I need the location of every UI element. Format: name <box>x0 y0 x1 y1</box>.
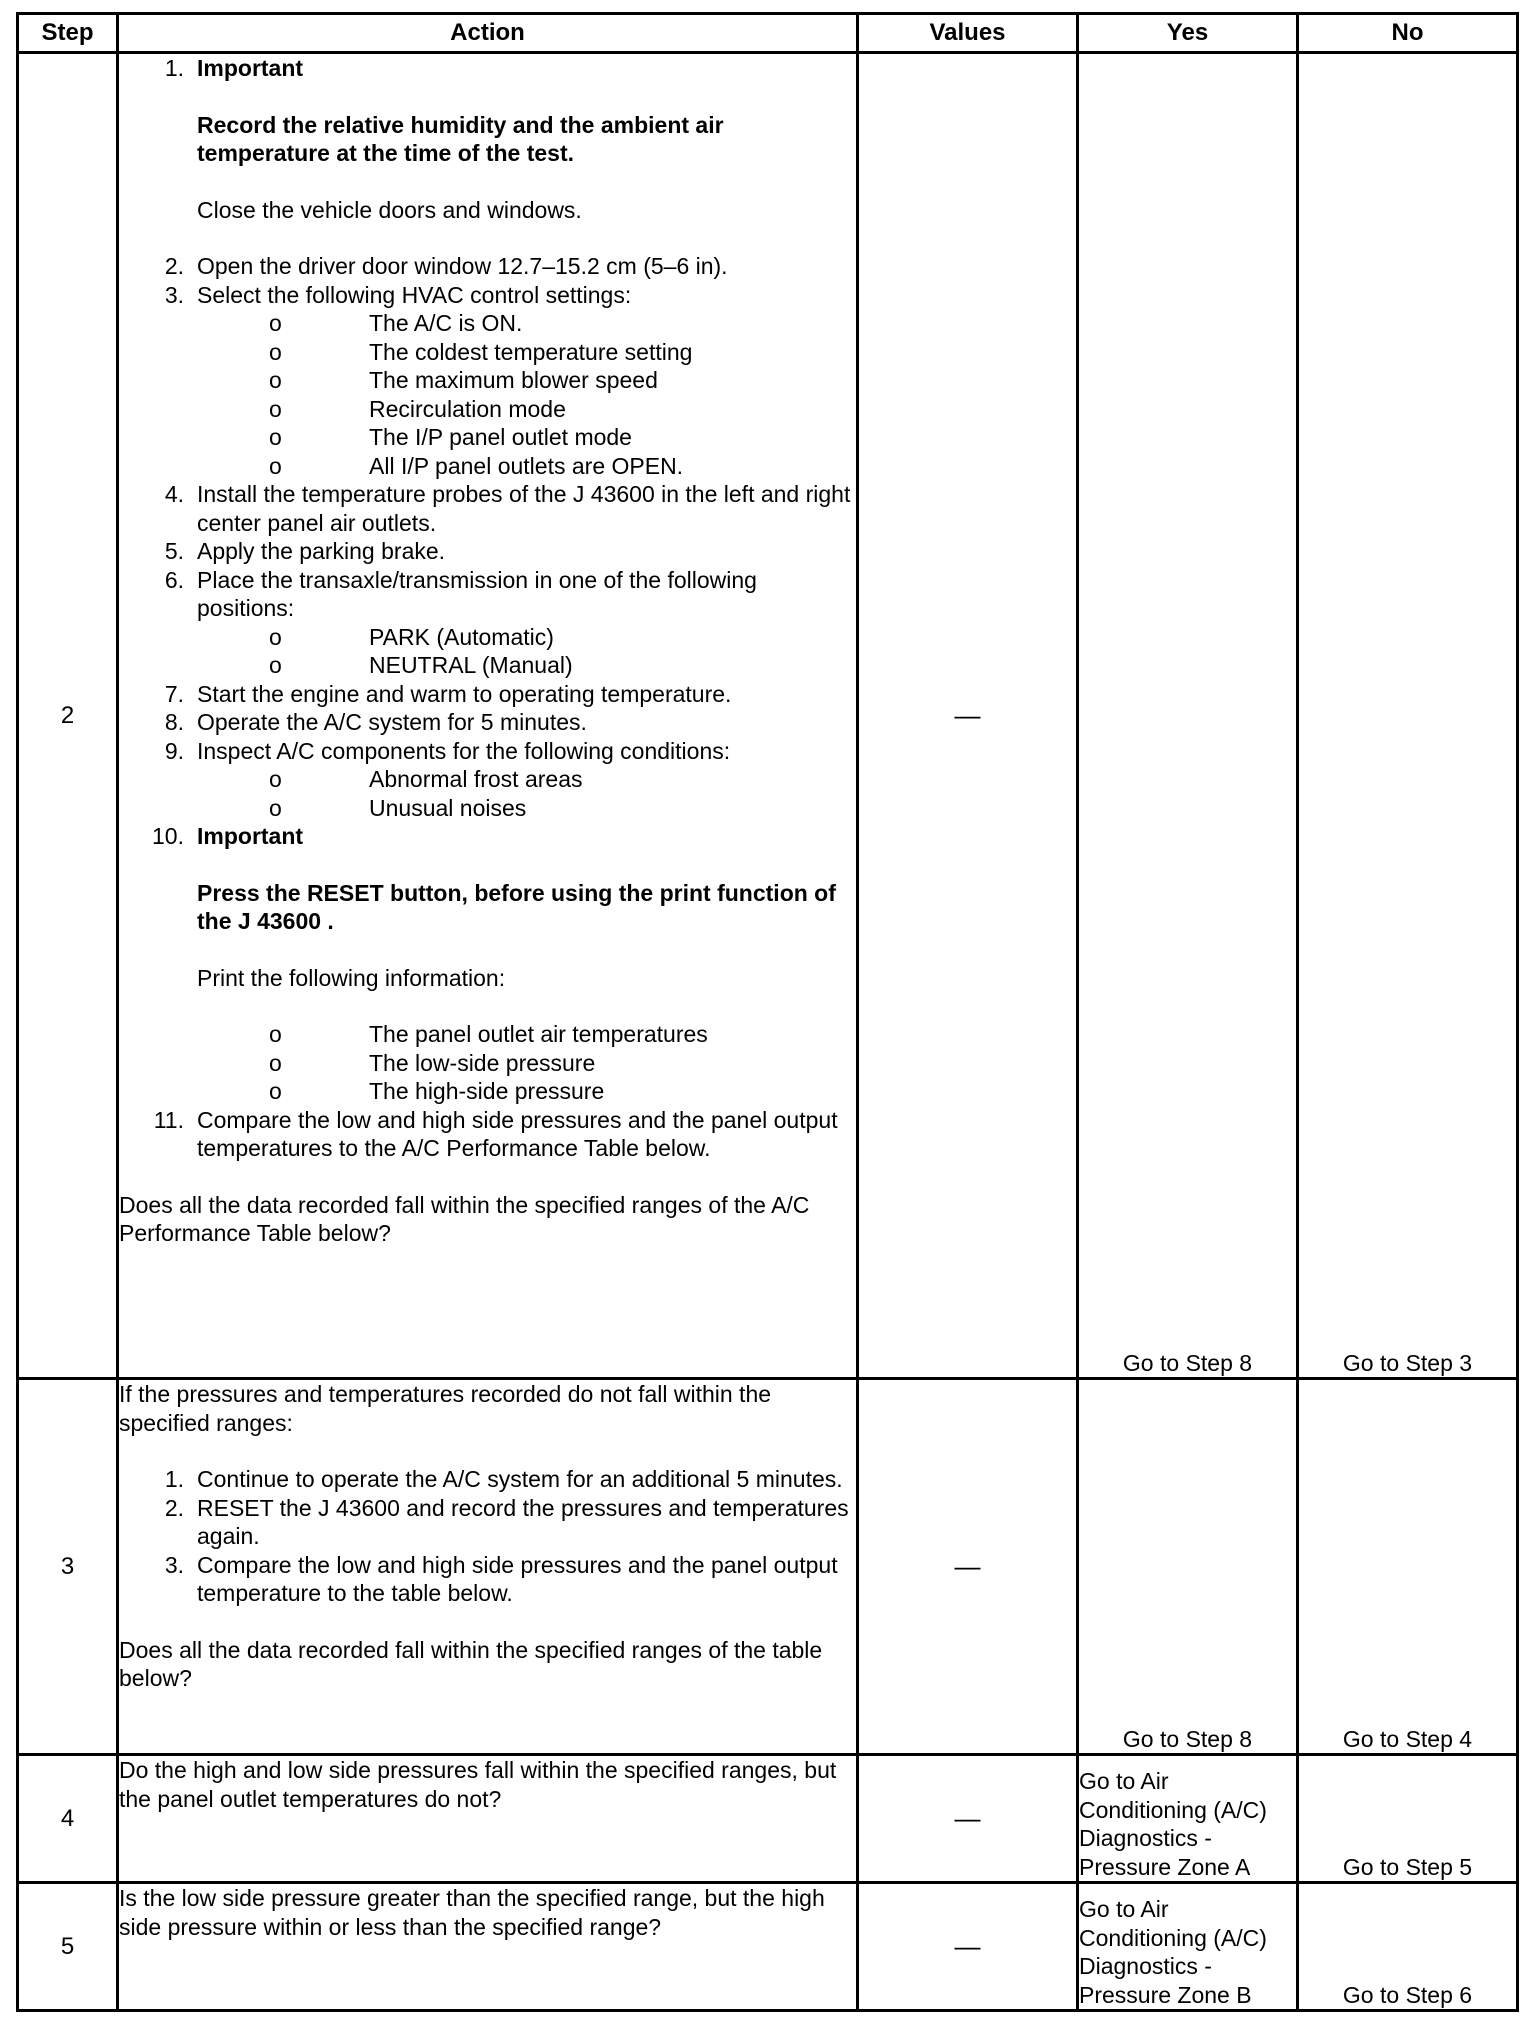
no-cell: Go to Step 3 <box>1298 53 1518 1379</box>
item-number: 6. <box>164 566 184 593</box>
values-cell: — <box>858 53 1078 1379</box>
header-row <box>18 14 1518 53</box>
item-text: Apply the parking brake. <box>197 538 446 564</box>
yes-cell: Go to Air Conditioning (A/C) Diagnostics - Pressure Zone B <box>1078 1883 1298 2011</box>
bullet-item: o NEUTRAL (Manual) <box>269 652 573 678</box>
step-number: 3 <box>18 1379 118 1755</box>
step-number: 4 <box>18 1755 118 1883</box>
decision-question: Do the high and low side pressures fall within the specified ranges, but the panel outlet temperatures do not? <box>119 1757 837 1812</box>
bullet-item: o The high-side pressure <box>269 1078 605 1104</box>
item-number: 7. <box>164 680 184 707</box>
yes-cell: Go to Air Conditioning (A/C) Diagnostics - Pressure Zone A <box>1078 1755 1298 1883</box>
no-cell: Go to Step 5 <box>1298 1755 1518 1883</box>
bullet-item: o The coldest temperature setting <box>269 338 693 365</box>
yes-cell: Go to Step 8 <box>1078 1379 1298 1755</box>
item-number: 3. <box>164 1551 184 1578</box>
bullet-item: o Recirculation mode <box>269 395 566 422</box>
item-number: 10. <box>152 823 184 849</box>
values-cell: — <box>858 1379 1078 1755</box>
item-text: Install the temperature probes of the J 43600 in the left and right center panel air outlets. <box>197 481 851 536</box>
item-text: Compare the low and high side pressures and the panel output temperatures to the A/C Performance Table below. <box>197 1106 838 1161</box>
step-number: 2 <box>18 53 118 1379</box>
header-no: No <box>1298 14 1518 53</box>
item-number: 11. <box>153 1106 184 1133</box>
diagnostic-table <box>16 12 1519 2012</box>
bullet-item: o PARK (Automatic) <box>269 623 554 650</box>
item-text: Operate the A/C system for 5 minutes. <box>197 709 587 735</box>
action-cell <box>118 1755 858 1883</box>
action-intro: If the pressures and temperatures recorded do not fall within the specified ranges: <box>119 1381 772 1436</box>
action-item <box>119 1106 856 1163</box>
step-row-2 <box>18 53 1518 1379</box>
item-text: Start the engine and warm to operating temperature. <box>197 680 732 707</box>
action-item <box>119 1551 856 1608</box>
important-note: Record the relative humidity and the ambient air temperature at the time of the test. <box>197 111 724 166</box>
decision-question: Does all the data recorded fall within the specified ranges of the A/C Performance Table below? <box>119 1191 810 1246</box>
item-text: RESET the J 43600 and record the pressures and temperatures again. <box>197 1494 849 1549</box>
action-item <box>119 252 856 281</box>
bullet-item: o The A/C is ON. <box>269 310 523 336</box>
action-item <box>119 1465 856 1494</box>
bullet-item: o The maximum blower speed <box>269 367 658 393</box>
bullet-item: o Abnormal frost areas <box>269 766 583 792</box>
action-item <box>119 680 856 709</box>
item-number: 1. <box>164 55 184 81</box>
item-number: 2. <box>164 253 184 279</box>
item-number: 3. <box>164 281 184 308</box>
item-text: Place the transaxle/transmission in one of the following positions: <box>197 566 757 621</box>
action-item <box>119 537 856 566</box>
item-number: 1. <box>164 1466 184 1492</box>
header-step: Step <box>18 14 118 53</box>
item-number: 8. <box>164 709 184 735</box>
action-item <box>119 1494 856 1551</box>
bullet-item: o The panel outlet air temperatures <box>269 1021 708 1047</box>
action-cell <box>118 1379 858 1755</box>
action-item <box>119 566 856 623</box>
action-item <box>119 822 856 1020</box>
bullet-item: o Unusual noises <box>269 794 527 821</box>
item-text: Select the following HVAC control settings: <box>197 281 632 308</box>
header-values: Values <box>858 14 1078 53</box>
step-row-5 <box>18 1883 1518 2011</box>
decision-question: Does all the data recorded fall within the specified ranges of the table below? <box>119 1636 823 1691</box>
step-row-3 <box>18 1379 1518 1755</box>
action-item <box>119 54 856 252</box>
item-number: 5. <box>164 538 184 564</box>
action-cell <box>118 1883 858 2011</box>
item-text: Open the driver door window 12.7–15.2 cm (5–6 in). <box>197 253 728 279</box>
important-label: Important <box>197 823 304 849</box>
action-item <box>119 281 856 310</box>
action-cell <box>118 53 858 1379</box>
no-cell: Go to Step 4 <box>1298 1379 1518 1755</box>
no-cell: Go to Step 6 <box>1298 1883 1518 2011</box>
item-text: Close the vehicle doors and windows. <box>197 196 582 223</box>
action-item <box>119 708 856 737</box>
item-text: Continue to operate the A/C system for an additional 5 minutes. <box>197 1466 843 1492</box>
item-text: Compare the low and high side pressures and the panel output temperature to the table below. <box>197 1551 838 1606</box>
item-number: 9. <box>164 737 184 764</box>
header-yes: Yes <box>1078 14 1298 53</box>
item-number: 2. <box>164 1494 184 1521</box>
item-number: 4. <box>164 481 184 507</box>
action-item <box>119 737 856 766</box>
important-label: Important <box>197 55 304 81</box>
bullet-item: o All I/P panel outlets are OPEN. <box>269 452 684 479</box>
step-number: 5 <box>18 1883 118 2011</box>
important-note: Press the RESET button, before using the print function of the J 43600 . <box>197 879 836 934</box>
values-cell: — <box>858 1883 1078 2011</box>
bullet-item: o The low-side pressure <box>269 1049 596 1076</box>
header-action: Action <box>118 14 858 53</box>
item-text: Print the following information: <box>197 964 506 991</box>
step-row-4 <box>18 1755 1518 1883</box>
item-text: Inspect A/C components for the following conditions: <box>197 737 731 764</box>
bullet-item: o The I/P panel outlet mode <box>269 424 632 450</box>
yes-cell: Go to Step 8 <box>1078 53 1298 1379</box>
decision-question: Is the low side pressure greater than the specified range, but the high side pressure within or less than the specified range? <box>119 1885 825 1940</box>
values-cell: — <box>858 1755 1078 1883</box>
action-item <box>119 480 856 537</box>
